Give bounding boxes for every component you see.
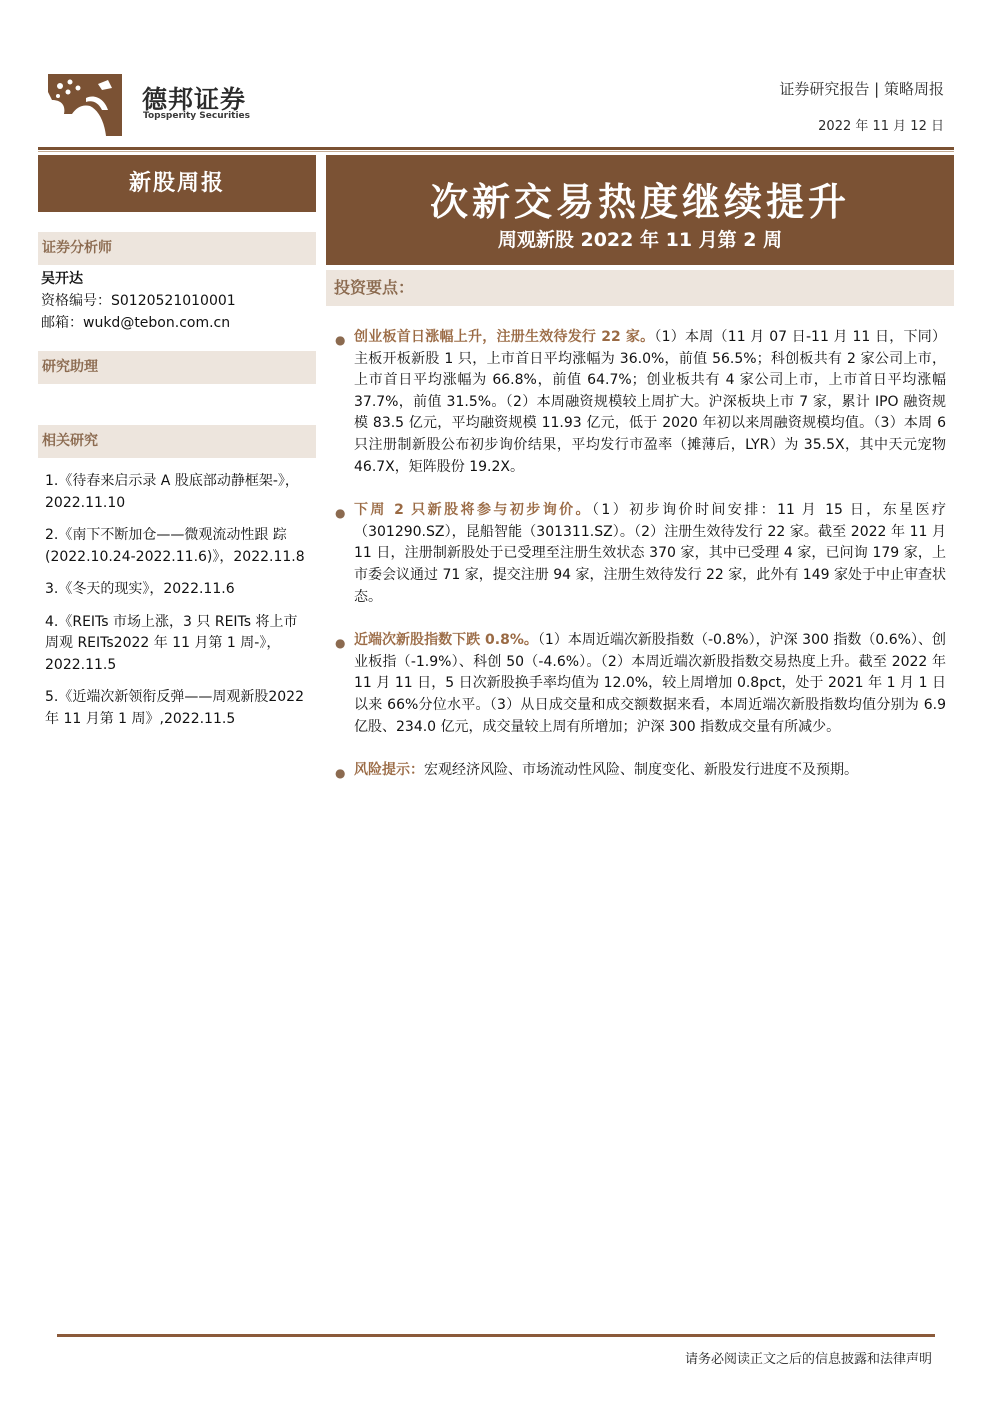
point-lead: 风险提示：	[354, 762, 424, 779]
footer-divider	[57, 1334, 935, 1337]
investment-point	[334, 500, 946, 608]
related-research-item[interactable]: 3.《冬天的现实》，2022.11.6	[45, 581, 235, 597]
bullet-dot-icon: ●	[335, 636, 346, 651]
investment-point	[334, 327, 946, 478]
header-divider-thin	[38, 151, 954, 152]
related-research-list	[45, 471, 307, 741]
report-date: 2022 年 11 月 12 日	[818, 119, 944, 134]
bullet-dot-icon: ●	[335, 766, 346, 781]
leopard-logo-icon	[46, 70, 124, 138]
analyst-certificate: 资格编号：S0120521010001	[41, 293, 236, 309]
point-lead: 创业板首日涨幅上升，注册生效待发行 22 家。	[354, 329, 655, 345]
analyst-name: 吴开达	[41, 271, 83, 287]
brand-name-en: Topsperity Securities	[143, 111, 250, 121]
risk-warning	[334, 760, 946, 782]
point-lead: 近端次新股指数下跌 0.8%。	[354, 632, 538, 649]
point-text: （1）本周近端次新股指数（-0.8%），沪深 300 指数（0.6%）、创业板指（-1.9%）、科创 50（-4.6%）。（2）本周近端次新股指数交易热度上升。截至 2022 年 11 月 11 日，5 日次新股换手率均值为 12.0%，较上周增加 0.8pct，处于 2021 年 1 月 1 日以来 66%分位水平。（3）从日成交量和成交额数据来看，本周近端次新股指数均值分别为 6.9 亿股、234.0 亿元，成交量较上周有所增加；沪深 300 指数成交量有所减少。	[354, 632, 947, 735]
bullet-dot-icon: ●	[335, 506, 346, 521]
point-text: 宏观经济风险、市场流动性风险、制度变化、新股发行进度不及预期。	[424, 762, 858, 779]
related-research-item[interactable]: 2.《南下不断加仓——微观流动性跟 踪 (2022.10.24-2022.11.6)》，2022.11.8	[45, 527, 305, 565]
brand-name-cn: 德邦证券	[142, 85, 247, 114]
investment-point	[334, 630, 946, 738]
report-title: 次新交易热度继续提升	[429, 180, 850, 224]
investment-points-list	[334, 327, 946, 804]
related-research-item[interactable]: 1.《待春来启示录 A 股底部动静框架-》，2022.11.10	[45, 473, 299, 511]
point-lead: 下周 2 只新股将参与初步询价。	[354, 502, 592, 519]
header-divider	[38, 147, 954, 150]
bullet-dot-icon: ●	[335, 333, 346, 347]
document-type: 证券研究报告 | 策略周报	[779, 80, 944, 98]
investment-points-heading: 投资要点：	[326, 270, 954, 306]
report-subtitle: 周观新股 2022 年 11 月第 2 周	[497, 229, 783, 251]
point-text: （1）初步询价时间安排：11 月 15 日，东星医疗（301290.SZ），昆船智能（301311.SZ）。（2）注册生效待发行 22 家。截至 2022 年 11 月 11 日，注册制新股处于已受理至注册生效状态 370 家，其中已受理 4 家，已问询 179 家，上市委会议通过 71 家，提交注册 94 家，注册生效待发行 22 家，此外有 149 家处于中止审查状态。	[354, 502, 946, 605]
assistant-section-heading: 研究助理	[38, 351, 316, 384]
title-banner	[326, 155, 954, 265]
related-research-item[interactable]: 5.《近端次新领衔反弹——周观新股2022 年 11 月第 1 周》,2022.11.5	[45, 689, 304, 727]
related-research-heading: 相关研究	[38, 425, 316, 458]
analyst-section-heading: 证券分析师	[38, 232, 316, 265]
analyst-email: 邮箱：wukd@tebon.com.cn	[41, 315, 231, 331]
disclaimer-note: 请务必阅读正文之后的信息披露和法律声明	[684, 1352, 932, 1367]
related-research-item[interactable]: 4.《REITs 市场上涨，3 只 REITs 将上市周观 REITs2022 年 11 月第 1 周-》，2022.11.5	[45, 613, 298, 673]
report-category-banner: 新股周报	[38, 155, 316, 212]
point-text: （1）本周（11 月 07 日-11 月 11 日，下同）主板开板新股 1 只，上市首日平均涨幅为 36.0%，前值 56.5%；科创板共有 2 家公司上市，上市首日平均涨幅为 66.8%，前值 64.7%；创业板共有 4 家公司上市，上市首日平均涨幅 37.7%，前值 31.5%。（2）本周融资规模较上周扩大。沪深板块上市 7 家，累计 IPO 融资规模 83.5 亿元，平均融资规模 11.93 亿元，低于 2020 年初以来周融资规模均值。（3）本周 6 只注册制新股公布初步询价结果，平均发行市盈率（摊薄后，LYR）为 35.5X，其中天元宠物 46.7X，矩阵股份 19.2X。	[354, 329, 946, 475]
